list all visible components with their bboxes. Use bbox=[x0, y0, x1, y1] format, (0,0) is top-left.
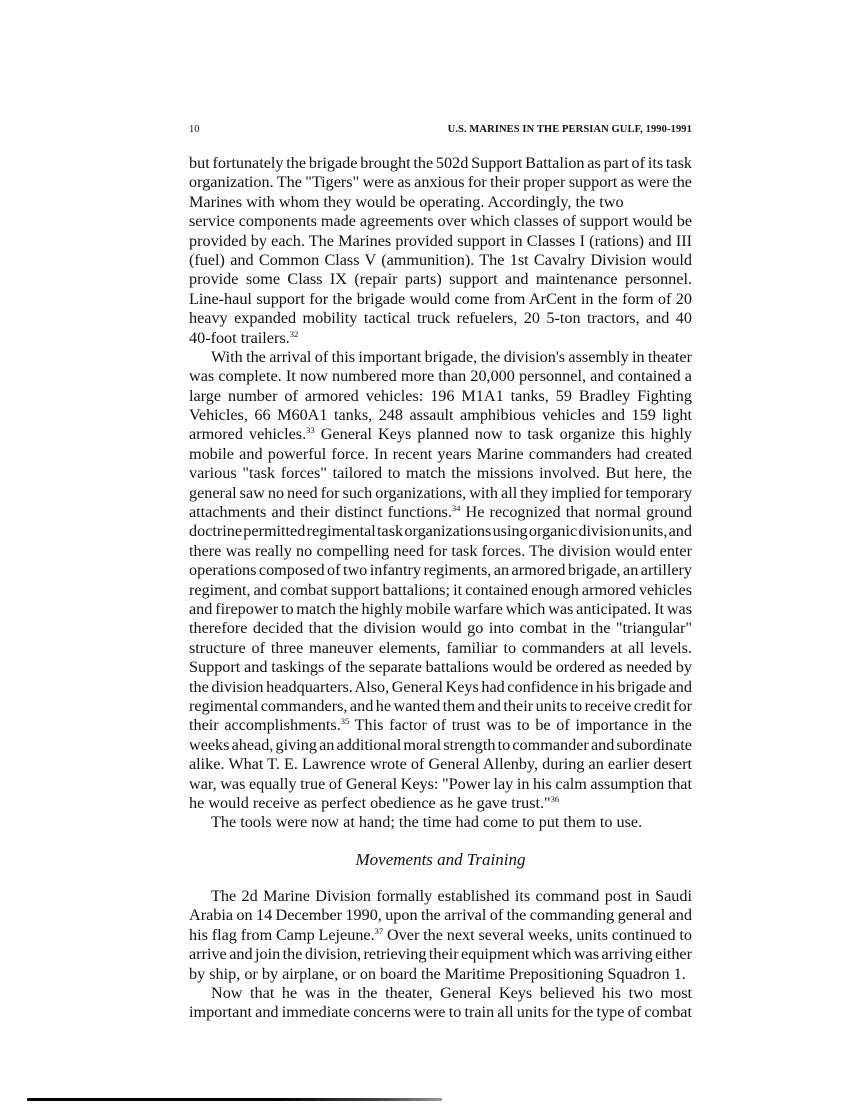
line-text: service components made agreements over which classes of support would be bbox=[189, 212, 692, 231]
paragraph bbox=[189, 348, 692, 813]
line-text-continued: He recognized that normal ground bbox=[460, 503, 692, 522]
line-text: Arabia on 14 December 1990, upon the arrival of the commanding general and bbox=[189, 906, 692, 925]
section-heading: Movements and Training bbox=[355, 849, 526, 869]
line-text: arrive and join the division, retrieving their equipment which was arriving either bbox=[189, 945, 692, 964]
scan-edge-rule bbox=[27, 1098, 442, 1101]
text-line bbox=[189, 212, 692, 231]
line-text: The tools were now at hand; the time had come to put them to use. bbox=[211, 813, 643, 832]
text-line bbox=[189, 678, 692, 697]
line-text: Vehicles, 66 M60A1 tanks, 248 assault amphibious vehicles and 159 light bbox=[189, 406, 692, 425]
line-text: large number of armored vehicles: 196 M1A1 tanks, 59 Bradley Fighting bbox=[189, 386, 692, 405]
line-text: therefore decided that the division would go into combat in the "triangular" bbox=[189, 619, 692, 638]
text-line bbox=[189, 561, 692, 580]
footnote-marker: 33 bbox=[306, 425, 315, 436]
line-text: armored vehicles. bbox=[189, 425, 307, 444]
running-head-title: U.S. MARINES IN THE PERSIAN GULF, 1990-1991 bbox=[447, 124, 692, 135]
text-line bbox=[189, 542, 692, 561]
text-line bbox=[189, 639, 692, 658]
line-text: organization. The "Tigers" were as anxious for their proper support as were the bbox=[189, 173, 692, 192]
text-line bbox=[189, 503, 692, 522]
footnote-marker: 34 bbox=[451, 503, 461, 514]
line-text: the division headquarters. Also, General Keys had confidence in his brigade and bbox=[189, 677, 692, 696]
line-text: was complete. It now numbered more than 20,000 personnel, and contained a bbox=[189, 367, 692, 386]
line-text: he would receive as perfect obedience as he gave trust." bbox=[189, 793, 551, 812]
line-text: 40-foot trailers. bbox=[189, 328, 290, 347]
text-line bbox=[189, 270, 692, 289]
text-line bbox=[189, 945, 692, 964]
line-text: his flag from Camp Lejeune. bbox=[189, 925, 375, 944]
text-line bbox=[189, 658, 692, 677]
text-line bbox=[189, 425, 692, 444]
text-line bbox=[189, 329, 692, 348]
text-line bbox=[189, 406, 692, 425]
paragraph bbox=[189, 154, 692, 348]
paragraphs-after-heading bbox=[189, 887, 692, 1023]
text-line bbox=[189, 887, 692, 906]
paragraph bbox=[189, 984, 692, 1023]
text-line bbox=[189, 154, 692, 173]
text-line bbox=[189, 193, 692, 212]
text-line bbox=[189, 600, 692, 619]
footnote-marker: 36 bbox=[550, 793, 560, 804]
text-line bbox=[189, 581, 692, 600]
text-line bbox=[189, 251, 692, 270]
line-text: mobile and powerful force. In recent years Marine commanders had created bbox=[189, 444, 692, 463]
body-text bbox=[189, 154, 692, 1023]
line-text-continued: Over the next several weeks, units continued to bbox=[383, 925, 692, 944]
text-line bbox=[189, 232, 692, 251]
line-text: operations composed of two infantry regiments, an armored brigade, an artillery bbox=[189, 561, 692, 580]
text-line bbox=[189, 794, 692, 813]
text-line bbox=[189, 387, 692, 406]
footnote-marker: 35 bbox=[340, 716, 350, 727]
line-text: there was really no compelling need for task forces. The division would enter bbox=[189, 541, 692, 560]
line-text: Now that he was in the theater, General Keys believed his two most bbox=[211, 984, 692, 1003]
text-line bbox=[189, 716, 692, 735]
paragraphs-before-heading bbox=[189, 154, 692, 833]
text-line bbox=[189, 813, 692, 832]
line-text: their accomplishments. bbox=[189, 716, 341, 735]
paragraph bbox=[189, 887, 692, 984]
line-text-continued: This factor of trust was to be of importance in the bbox=[349, 716, 692, 735]
line-text: Support and taskings of the separate battalions would be ordered as needed by bbox=[189, 658, 692, 677]
text-line bbox=[189, 484, 692, 503]
line-text: various "task forces" tailored to match the missions involved. But here, the bbox=[189, 464, 692, 483]
text-line bbox=[189, 173, 692, 192]
text-line bbox=[189, 290, 692, 309]
line-text: provided by each. The Marines provided support in Classes I (rations) and III bbox=[189, 231, 692, 250]
text-line bbox=[189, 965, 692, 984]
line-text: (fuel) and Common Class V (ammunition). The 1st Cavalry Division would bbox=[189, 250, 692, 269]
text-line bbox=[189, 755, 692, 774]
line-text: With the arrival of this important brigade, the division's assembly in theater bbox=[211, 347, 692, 366]
text-line bbox=[189, 464, 692, 483]
text-line bbox=[189, 697, 692, 716]
line-text: and firepower to match the highly mobile warfare which was anticipated. It was bbox=[189, 599, 692, 618]
line-text: general saw no need for such organizations, with all they implied for temporary bbox=[189, 483, 692, 502]
running-head bbox=[189, 124, 692, 140]
footnote-marker: 32 bbox=[289, 328, 299, 339]
line-text: war, was equally true of General Keys: "Power lay in his calm assumption that bbox=[189, 774, 692, 793]
text-line bbox=[189, 926, 692, 945]
line-text: doctrine permitted regimental task organizations using organic division units, and bbox=[189, 522, 692, 541]
line-text: alike. What T. E. Lawrence wrote of General Allenby, during an earlier desert bbox=[189, 755, 692, 774]
text-line bbox=[189, 522, 692, 541]
text-line bbox=[189, 775, 692, 794]
line-text: weeks ahead, giving an additional moral strength to commander and subordinate bbox=[189, 735, 692, 754]
text-line bbox=[189, 445, 692, 464]
line-text: important and immediate concerns were to train all units for the type of combat bbox=[189, 1003, 692, 1022]
text-line bbox=[189, 309, 692, 328]
line-text: The 2d Marine Division formally established its command post in Saudi bbox=[211, 887, 692, 906]
text-line bbox=[189, 348, 692, 367]
text-line bbox=[189, 1003, 692, 1022]
text-line bbox=[189, 906, 692, 925]
paragraph bbox=[189, 813, 692, 832]
line-text: heavy expanded mobility tactical truck refuelers, 20 5-ton tractors, and 40 bbox=[189, 309, 692, 328]
text-line bbox=[189, 367, 692, 386]
line-text: provide some Class IX (repair parts) support and maintenance personnel. bbox=[189, 270, 692, 289]
line-text: but fortunately the brigade brought the 502d Support Battalion as part of its task bbox=[189, 154, 692, 172]
text-line bbox=[189, 619, 692, 638]
page-number: 10 bbox=[189, 124, 200, 135]
text-line bbox=[189, 736, 692, 755]
line-text: Marines with whom they would be operating. Accordingly, the two bbox=[189, 192, 624, 211]
line-text: regimental commanders, and he wanted them and their units to receive credit for bbox=[189, 696, 692, 715]
footnote-marker: 37 bbox=[374, 925, 384, 936]
line-text: by ship, or by airplane, or on board the Maritime Prepositioning Squadron 1. bbox=[189, 964, 686, 983]
line-text: structure of three maneuver elements, familiar to commanders at all levels. bbox=[189, 638, 692, 657]
line-text: regiment, and combat support battalions; it contained enough armored vehicles bbox=[189, 580, 692, 599]
text-line bbox=[189, 984, 692, 1003]
line-text: Line-haul support for the brigade would come from ArCent in the form of 20 bbox=[189, 289, 692, 308]
line-text-continued: General Keys planned now to task organize this highly bbox=[314, 425, 692, 444]
line-text: attachments and their distinct functions. bbox=[189, 503, 452, 522]
